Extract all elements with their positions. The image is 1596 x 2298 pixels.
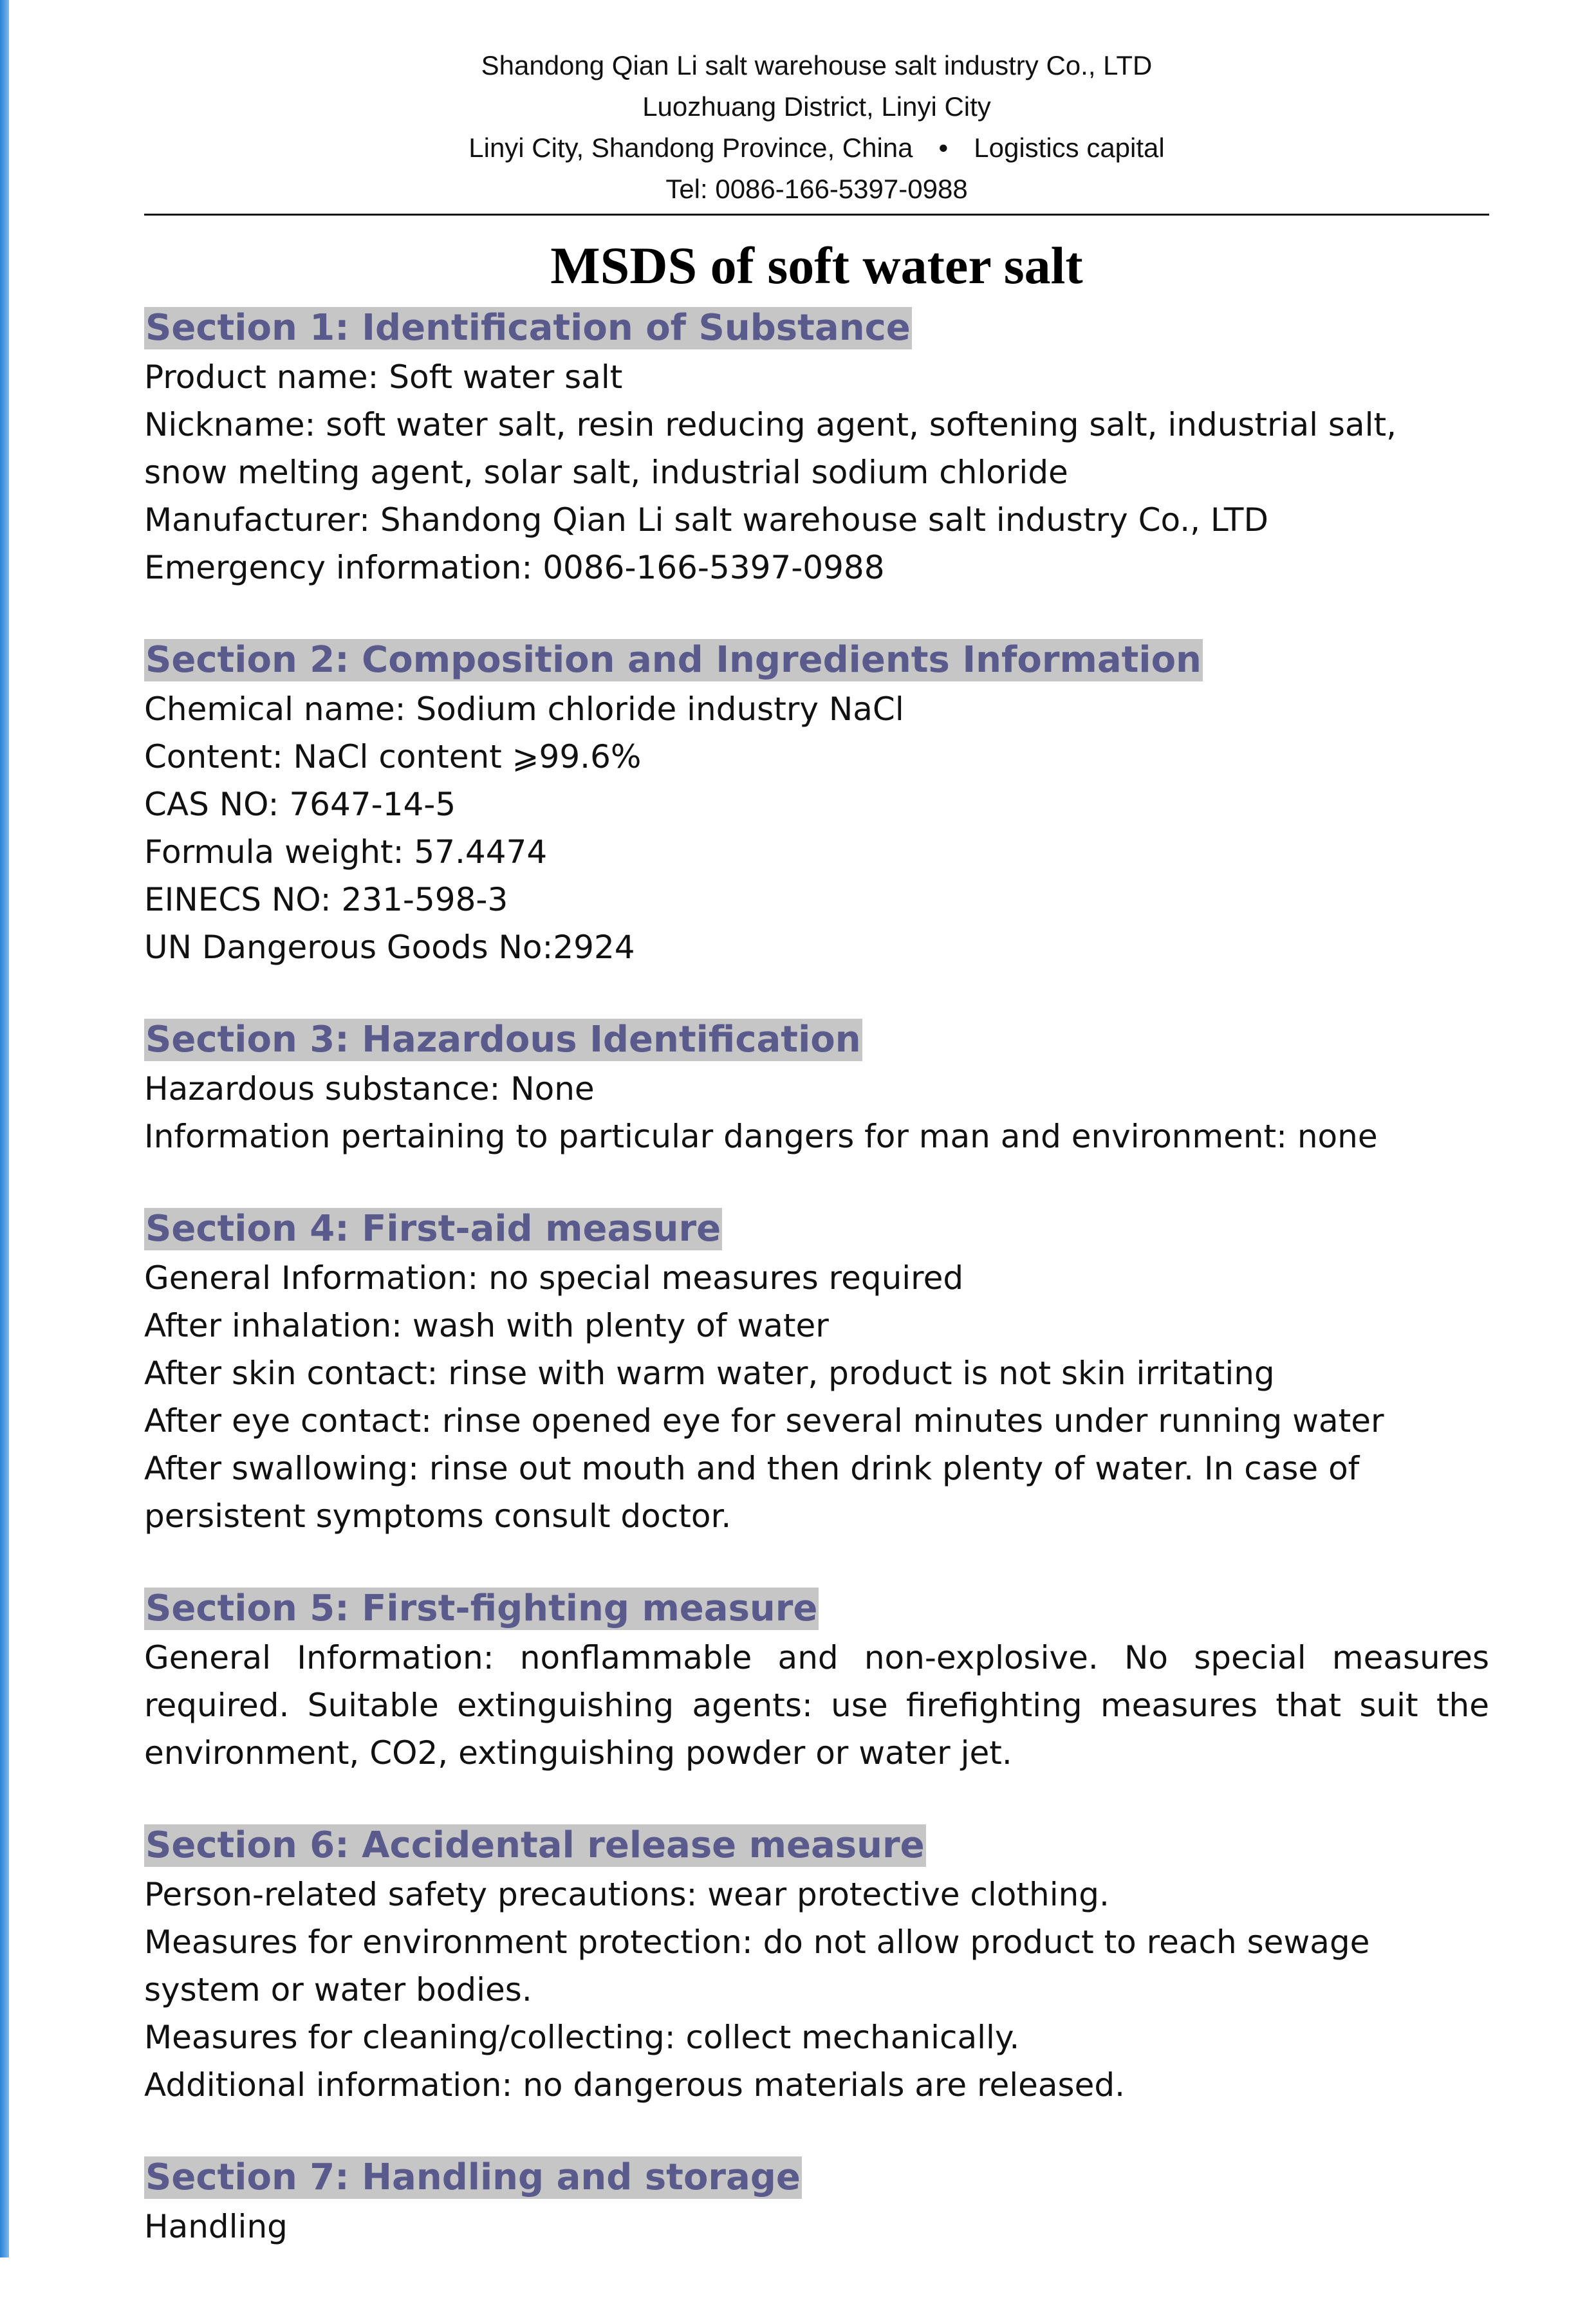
section-3: [144, 1019, 1489, 1160]
document-title: MSDS of soft water salt: [550, 236, 1083, 295]
letterhead-location: Linyi City, Shandong Province, China: [469, 133, 913, 163]
section-line: Hazardous substance: None: [144, 1070, 595, 1107]
section-line: CAS NO: 7647-14-5: [144, 786, 456, 823]
section-line: After skin contact: rinse with warm water, product is not skin irritating: [144, 1355, 1275, 1392]
section-line: General Information: no special measures required: [144, 1259, 964, 1297]
letterhead-location-row: [144, 127, 1489, 169]
section-line: Handling: [144, 2208, 288, 2245]
section-6: [144, 1824, 1489, 2109]
section-line: Content: NaCl content ⩾99.6%: [144, 738, 642, 775]
section-line: Emergency information: 0086-166-5397-0988: [144, 549, 885, 586]
header-divider: [144, 214, 1489, 216]
section-line: Additional information: no dangerous materials are released.: [144, 2066, 1125, 2104]
section-heading: Section 5: First-fighting measure: [145, 1588, 818, 1629]
letterhead-company: Shandong Qian Li salt warehouse salt industry Co., LTD: [481, 50, 1153, 80]
section-line: Chemical name: Sodium chloride industry NaCl: [144, 690, 904, 728]
section-2: [144, 639, 1489, 971]
section-heading: Section 2: Composition and Ingredients Information: [145, 639, 1202, 681]
section-line: UN Dangerous Goods No:2924: [144, 929, 635, 966]
section-line: Formula weight: 57.4474: [144, 833, 548, 871]
section-line: Person-related safety precautions: wear protective clothing.: [144, 1876, 1109, 1913]
section-line: After eye contact: rinse opened eye for several minutes under running water: [144, 1402, 1384, 1440]
letterhead-tagline: Logistics capital: [974, 133, 1165, 163]
section-line: Information pertaining to particular dangers for man and environment: none: [144, 1118, 1378, 1155]
section-4: [144, 1208, 1489, 1540]
section-heading: Section 1: Identification of Substance: [145, 307, 911, 349]
section-line: Measures for cleaning/collecting: collect mechanically.: [144, 2019, 1020, 2056]
section-line: Manufacturer: Shandong Qian Li salt warehouse salt industry Co., LTD: [144, 501, 1268, 539]
letterhead: [144, 45, 1489, 210]
section-line: After swallowing: rinse out mouth and then drink plenty of water. In case of persistent symptoms consult doctor.: [144, 1450, 1360, 1535]
section-heading: Section 6: Accidental release measure: [145, 1824, 925, 1866]
document-page: [144, 45, 1489, 2298]
section-heading: Section 4: First-aid measure: [145, 1208, 721, 1250]
section-7: [144, 2156, 1489, 2250]
section-line: Measures for environment protection: do not allow product to reach sewage system or water bodies.: [144, 1923, 1370, 2008]
section-heading: Section 3: Hazardous Identification: [145, 1019, 861, 1061]
section-line: After inhalation: wash with plenty of water: [144, 1307, 829, 1344]
section-line: Product name: Soft water salt: [144, 358, 623, 396]
letterhead-bullet: •: [938, 133, 949, 163]
section-5: [144, 1588, 1489, 1777]
page-edge-bar: [0, 0, 9, 2257]
section-line: General Information: nonflammable and non-explosive. No special measures required. Suitable extinguishing agents: use firefighting measures that suit the environment, CO2, extinguishing powder or water jet.: [144, 1639, 1489, 1772]
letterhead-tel: Tel: 0086-166-5397-0988: [665, 174, 968, 204]
section-1: [144, 307, 1489, 591]
section-heading: Section 7: Handling and storage: [145, 2156, 801, 2198]
letterhead-district: Luozhuang District, Linyi City: [642, 91, 991, 122]
section-line: EINECS NO: 231-598-3: [144, 881, 508, 918]
section-line: Nickname: soft water salt, resin reducing agent, softening salt, industrial salt, snow melting agent, solar salt, industrial sodium chloride: [144, 406, 1396, 491]
